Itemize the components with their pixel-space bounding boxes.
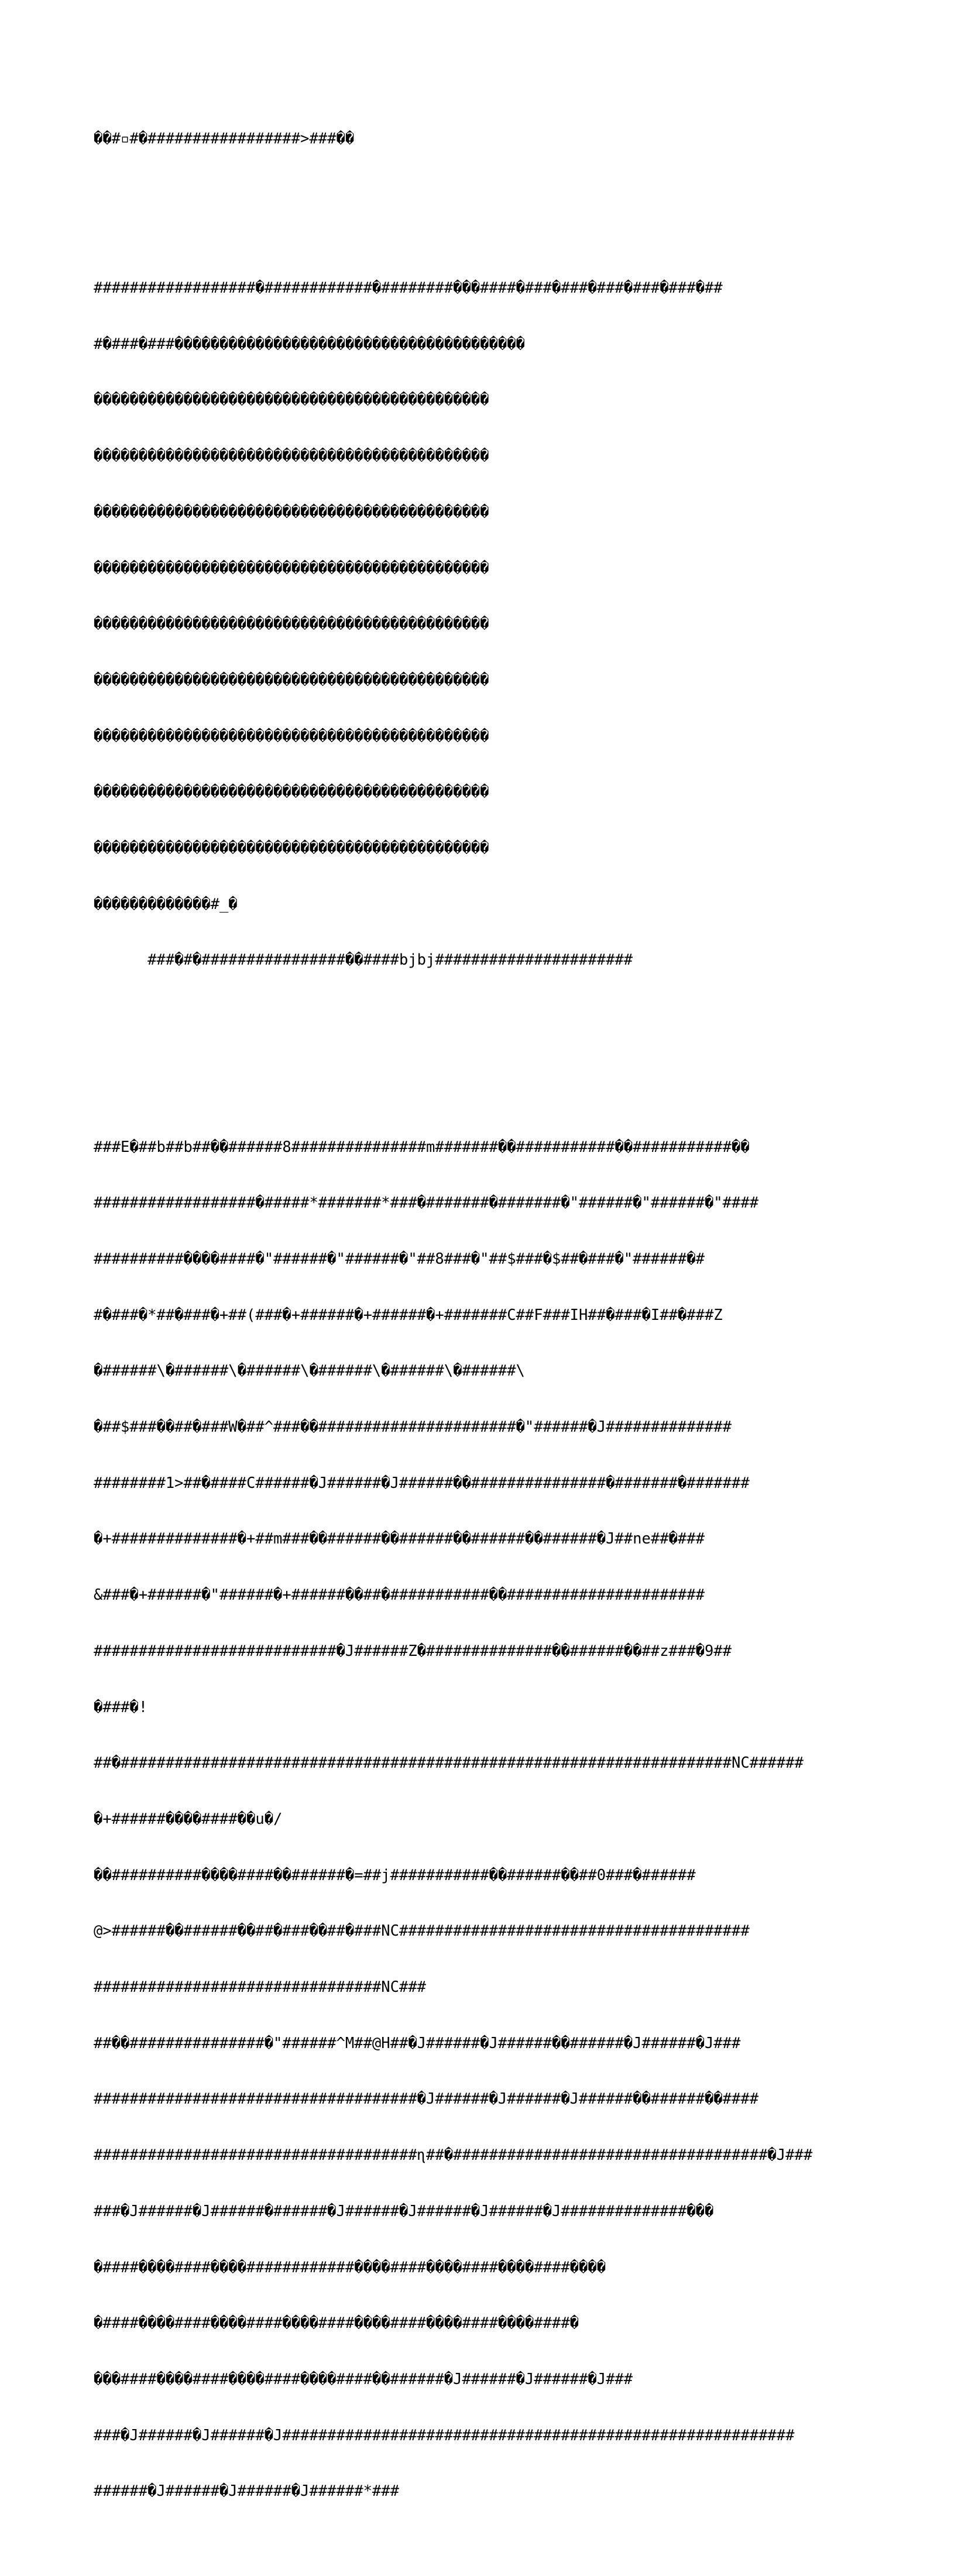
- text-line: ###########################�J######Z�##############��######��##z###�9##: [94, 1642, 732, 1660]
- text-line: �+######����####��u�/: [94, 1810, 283, 1828]
- text-line: #�###�###���������������������������������������: [94, 335, 525, 353]
- text-line: ��������������������������������������������: [94, 503, 489, 521]
- text-line: �+##############�+##m###��######��######��######��######�J##ne##�###: [94, 1530, 705, 1548]
- blank-line: [94, 1045, 884, 1064]
- text-line: ################################NC###: [94, 1978, 427, 1997]
- text-line: ��������������������������������������������: [94, 839, 489, 857]
- text-line: ��##########����####��######�=##j###########��######��##0###�######: [94, 1866, 696, 1884]
- text-line: ####################################ɳ##�###################################�J###: [94, 2146, 813, 2165]
- document-header-line: ��#▫#�#################>###��: [94, 129, 355, 148]
- text-line: ��������������������������������������������: [94, 447, 489, 465]
- text-block-1: [94, 242, 884, 1007]
- text-line: ##�####################################################################NC######: [94, 1754, 804, 1772]
- text-line: @>######��######��##�###��##�###NC#######################################: [94, 1922, 750, 1940]
- text-line: ###E�##b##b##��######8###############m#######��###########��###########��: [94, 1138, 750, 1156]
- text-line: ���####����####����####����####��######�J######�J######�J###: [94, 2370, 633, 2388]
- text-line: #�###�*##�###�+##(###�+######�+######�+#######C##F###IH##�###�I##�###Z: [94, 1306, 723, 1324]
- text-line: ##################�############�########���####�###�###�###�###�###�##: [94, 279, 723, 297]
- document-body: [94, 92, 884, 2576]
- text-line: ###�J######�J######�######�J######�J######�J######�J##############���: [94, 2202, 714, 2220]
- text-line: ###�J######�J######�J#########################################################: [94, 2426, 795, 2444]
- text-line: ��������������������������������������������: [94, 391, 489, 409]
- text-line: ########1>##�####C######�J######�J######��###############�#######�#######: [94, 1474, 750, 1492]
- text-line: ##################�#####*#######*###�#######�#######�"######�"######�"####: [94, 1194, 759, 1212]
- blank-line: [94, 186, 884, 205]
- text-line: �###�!: [94, 1698, 148, 1716]
- text-line: �####����####����####����####����####����####����####�: [94, 2314, 579, 2333]
- text-line: �####����####����############����####����####����####����: [94, 2258, 606, 2276]
- text-line: ####################################�J######�J######�J######��######��####: [94, 2090, 759, 2108]
- text-line: ��������������������������������������������: [94, 671, 489, 689]
- text-line: ��������������������������������������������: [94, 615, 489, 633]
- text-line: ##��###############�"######^M##@H##�J######�J######��######�J######�J###: [94, 2034, 741, 2052]
- text-line: ###�#�################��####bjbj######################: [94, 951, 633, 969]
- text-block-2: [94, 1101, 884, 2539]
- text-line: ######�J######�J######�J######*###: [94, 2482, 399, 2500]
- text-line: ��������������������������������������������: [94, 727, 489, 745]
- text-line: �������������#_�: [94, 895, 238, 913]
- text-line: �######\�######\�######\�######\�######\�######\: [94, 1362, 525, 1380]
- text-line: �##$###��##�###W�##^###��######################�"######�J##############: [94, 1418, 732, 1436]
- text-line: ��������������������������������������������: [94, 783, 489, 801]
- text-line: ##########����####�"######�"######�"##8###�"##$###�$##�###�"######�#: [94, 1250, 705, 1268]
- text-line: &###�+######�"######�+######��##�###########��######################: [94, 1586, 705, 1604]
- text-line: ��������������������������������������������: [94, 559, 489, 577]
